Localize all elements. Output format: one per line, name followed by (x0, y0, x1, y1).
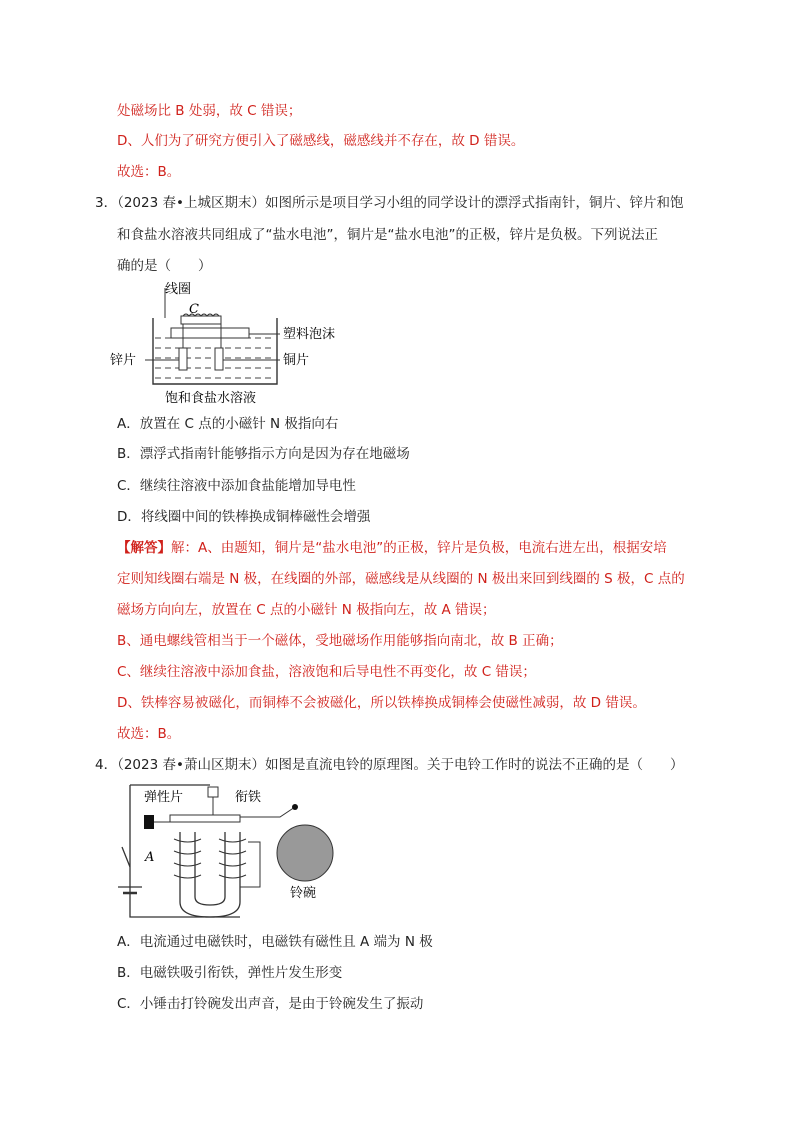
q4-figure (100, 777, 360, 925)
q3-answer-line: B、通电螺线管相当于一个磁体，受地磁场作用能够指向南北，故 B 正确； (117, 633, 563, 649)
solution-label: 饱和食盐水溶液 (165, 391, 257, 406)
bowl-label: 铃碗 (290, 886, 317, 901)
q3-option-a: A．放置在 C 点的小磁针 N 极指向右 (117, 416, 339, 432)
zinc-label: 锌片 (110, 353, 137, 368)
q3-stem: 和食盐水溶液共同组成了“盐水电池”，铜片是“盐水电池”的正极，锌片是负极。下列说法正 (117, 227, 658, 243)
point-c-label: C (189, 302, 199, 317)
prev-answer-line: D、人们为了研究方便引入了磁感线，磁感线并不存在，故 D 错误。 (117, 133, 525, 149)
q3-option-b: B．漂浮式指南针能够指示方向是因为存在地磁场 (117, 446, 410, 462)
prev-answer-line: 处磁场比 B 处弱，故 C 错误； (117, 103, 302, 119)
answer-text: 解：A、由题知，铜片是“盐水电池”的正极，锌片是负极，电流右进左出，根据安培 (171, 540, 667, 556)
q3-stem: 确的是（ ） (117, 258, 212, 274)
q3-answer-line: D、铁棒容易被磁化，而铜棒不会被磁化，所以铁棒换成铜棒会使磁性减弱，故 D 错误。 (117, 695, 646, 711)
q3-option-d: D．将线圈中间的铁棒换成铜棒磁性会增强 (117, 509, 371, 525)
q3-answer-choice: 故选：B。 (117, 726, 181, 742)
q3-answer-line (117, 538, 667, 558)
q3-option-c: C．继续往溶液中添加食盐能增加导电性 (117, 478, 356, 494)
q4-option-c: C．小锤击打铃碗发出声音，是由于铃碗发生了振动 (117, 996, 424, 1012)
armature-label: 衔铁 (235, 790, 262, 805)
prev-answer-choice: 故选：B。 (117, 164, 181, 180)
coil-label: 线圈 (165, 282, 192, 297)
q4-option-a: A．电流通过电磁铁时，电磁铁有磁性且 A 端为 N 极 (117, 934, 433, 950)
copper-label: 铜片 (283, 353, 310, 368)
foam-label: 塑料泡沫 (283, 327, 336, 342)
end-a-label: A (145, 850, 155, 865)
answer-tag: 【解答】 (117, 540, 171, 556)
spring-label: 弹性片 (144, 790, 184, 805)
q3-answer-line: 磁场方向向左，放置在 C 点的小磁针 N 极指向左，故 A 错误； (117, 602, 496, 618)
q3-answer-line: C、继续往溶液中添加食盐，溶液饱和后导电性不再变化，故 C 错误； (117, 664, 536, 680)
q3-answer-line: 定则知线圈右端是 N 极，在线圈的外部，磁感线是从线圈的 N 极出来回到线圈的 S 极，C 点的 (117, 571, 685, 587)
q4-stem: 4．（2023 春•萧山区期末）如图是直流电铃的原理图。关于电铃工作时的说法不正确的是（ ） (95, 757, 684, 773)
q3-stem: 3．（2023 春•上城区期末）如图所示是项目学习小组的同学设计的漂浮式指南针，铜片、锌片和饱 (95, 195, 684, 211)
q3-figure (105, 278, 345, 408)
q4-option-b: B．电磁铁吸引衔铁，弹性片发生形变 (117, 965, 343, 981)
